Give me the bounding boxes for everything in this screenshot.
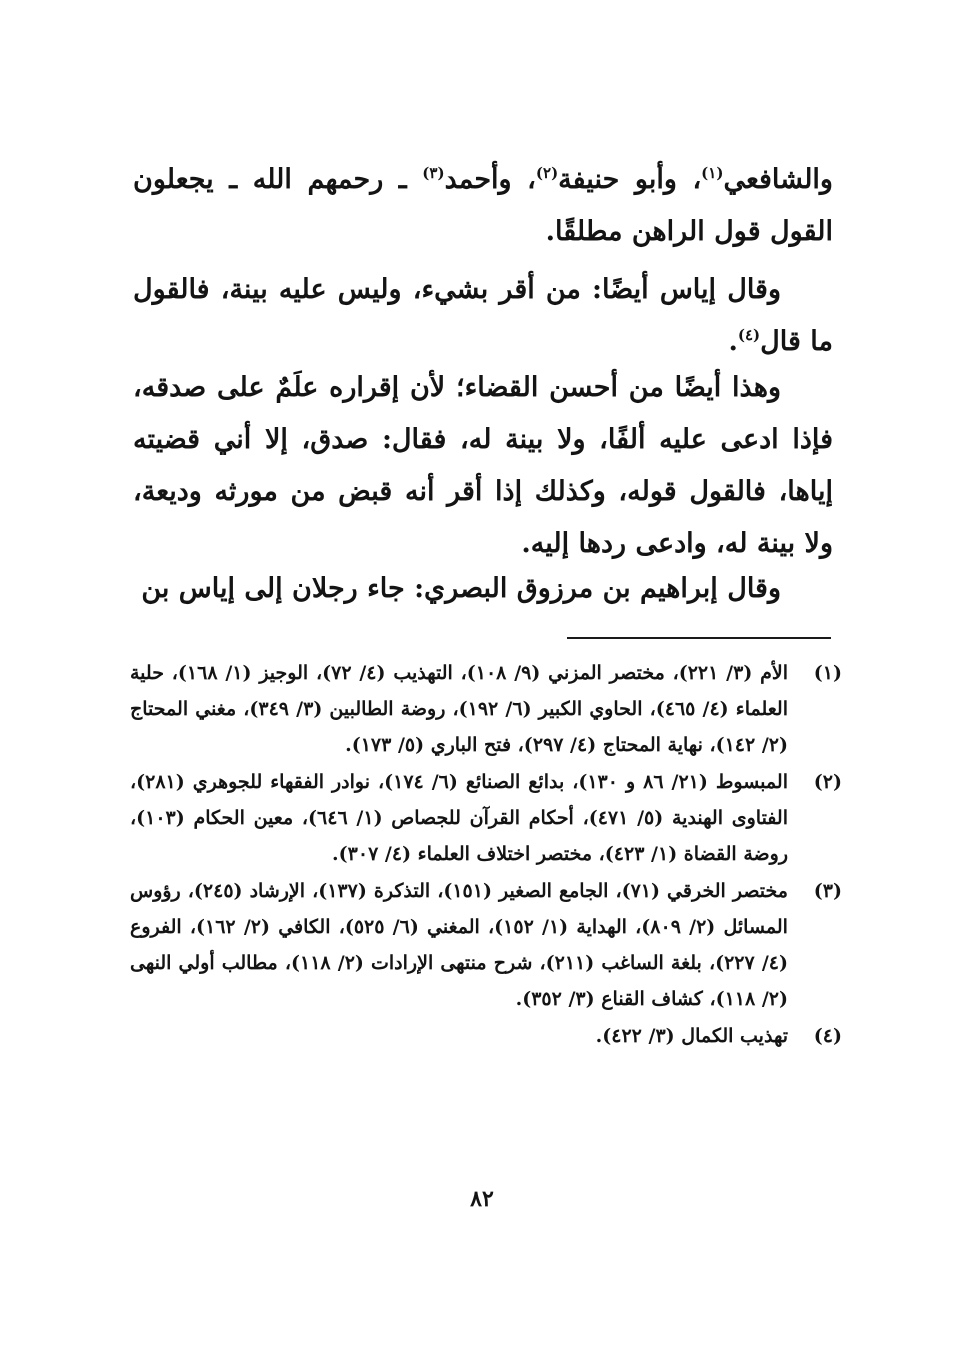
paragraph-text: ، وأحمد xyxy=(444,164,536,195)
footnotes-section xyxy=(130,655,842,1055)
footnote-2 xyxy=(130,764,842,872)
paragraph-text: وقال إياس أيضًا: من أقر بشيء، وليس عليه بينة، فالقول ما قال xyxy=(133,274,833,357)
footnote-marker-2[interactable]: (٢) xyxy=(535,164,559,182)
footnote-3 xyxy=(130,873,842,1017)
main-paragraph-1 xyxy=(133,154,833,258)
footnote-marker-1[interactable]: (١) xyxy=(701,164,724,182)
paragraph-text: وهذا أيضًا من أحسن القضاء؛ لأن إقراره علَمٌ على صدقه، فإذا ادعى عليه ألفًا، ولا بينة له، فقال: صدق، إلا أني قضيته إياها، فالقول قوله، وكذلك إذا أقر أنه قبض من مورثه وديعة، ولا بينة له، وادعى ردها إليه. xyxy=(133,372,833,559)
paragraph-text: ـ رحمهم الله ـ يجعلون القول قول الراهن مطلقًا. xyxy=(133,164,833,247)
main-paragraph-3 xyxy=(133,362,833,570)
footnote-number: (٤) xyxy=(813,1025,842,1047)
footnote-number: (٣) xyxy=(813,880,842,902)
footnote-marker-4[interactable]: (٤) xyxy=(737,326,761,344)
footnote-text: المبسوط (٢١/ ٨٦ و ١٣٠)، بدائع الصنائع (٦/ ١٧٤)، نوادر الفقهاء للجوهري (٢٨١)، الفتاوى الهندية (٥/ ٤٧١)، أحكام القرآن للجصاص (١/ ٦٤٦)، معين الحكام (١٠٣)، روضة القضاة (١/ ٤٢٣)، مختصر اختلاف العلماء (٤/ ٣٠٧). xyxy=(130,771,788,865)
paragraph-text: والشافعي xyxy=(723,164,833,195)
paragraph-text: . xyxy=(728,326,738,357)
footnote-text: الأم (٣/ ٢٢١)، مختصر المزني (٩/ ١٠٨)، التهذيب (٤/ ٧٢)، الوجيز (١/ ١٦٨)، حلية العلماء (٤/ ٤٦٥)، الحاوي الكبير (٦/ ١٩٢)، روضة الطالبين (٣/ ٣٤٩)، مغني المحتاج (٢/ ١٤٢)، نهاية المحتاج (٤/ ٢٩٧)، فتح الباري (٥/ ١٧٣). xyxy=(130,662,789,756)
footnote-1 xyxy=(130,655,842,763)
paragraph-text: وقال إبراهيم بن مرزوق البصري: جاء رجلان إلى إياس بن xyxy=(141,573,781,604)
paragraph-text: ، وأبو حنيفة xyxy=(558,164,702,195)
footnote-number: (١) xyxy=(813,662,842,684)
footnote-text: تهذيب الكمال (٣/ ٤٢٢). xyxy=(595,1025,788,1047)
main-paragraph-4 xyxy=(133,563,833,615)
page-number: ٨٢ xyxy=(470,1186,494,1212)
footnote-divider xyxy=(567,637,831,639)
main-paragraph-2 xyxy=(133,264,833,368)
footnote-4 xyxy=(130,1018,842,1054)
footnote-marker-3[interactable]: (٣) xyxy=(422,164,445,182)
footnote-number: (٢) xyxy=(813,771,842,793)
footnote-text: مختصر الخرقي (٧١)، الجامع الصغير (١٥١)، التذكرة (١٣٧)، الإرشاد (٢٤٥)، رؤوس المسائل (٢/ ٨٠٩)، الهداية (١/ ١٥٢)، المغني (٦/ ٥٢٥)، الكافي (٢/ ١٦٢)، الفروع (٤/ ٢٢٧)، بلغة الساغب (٢١١)، شرح منتهى الإرادات (٢/ ١١٨)، مطالب أولي النهى (٢/ ١١٨)، كشاف القناع (٣/ ٣٥٢). xyxy=(130,880,788,1010)
